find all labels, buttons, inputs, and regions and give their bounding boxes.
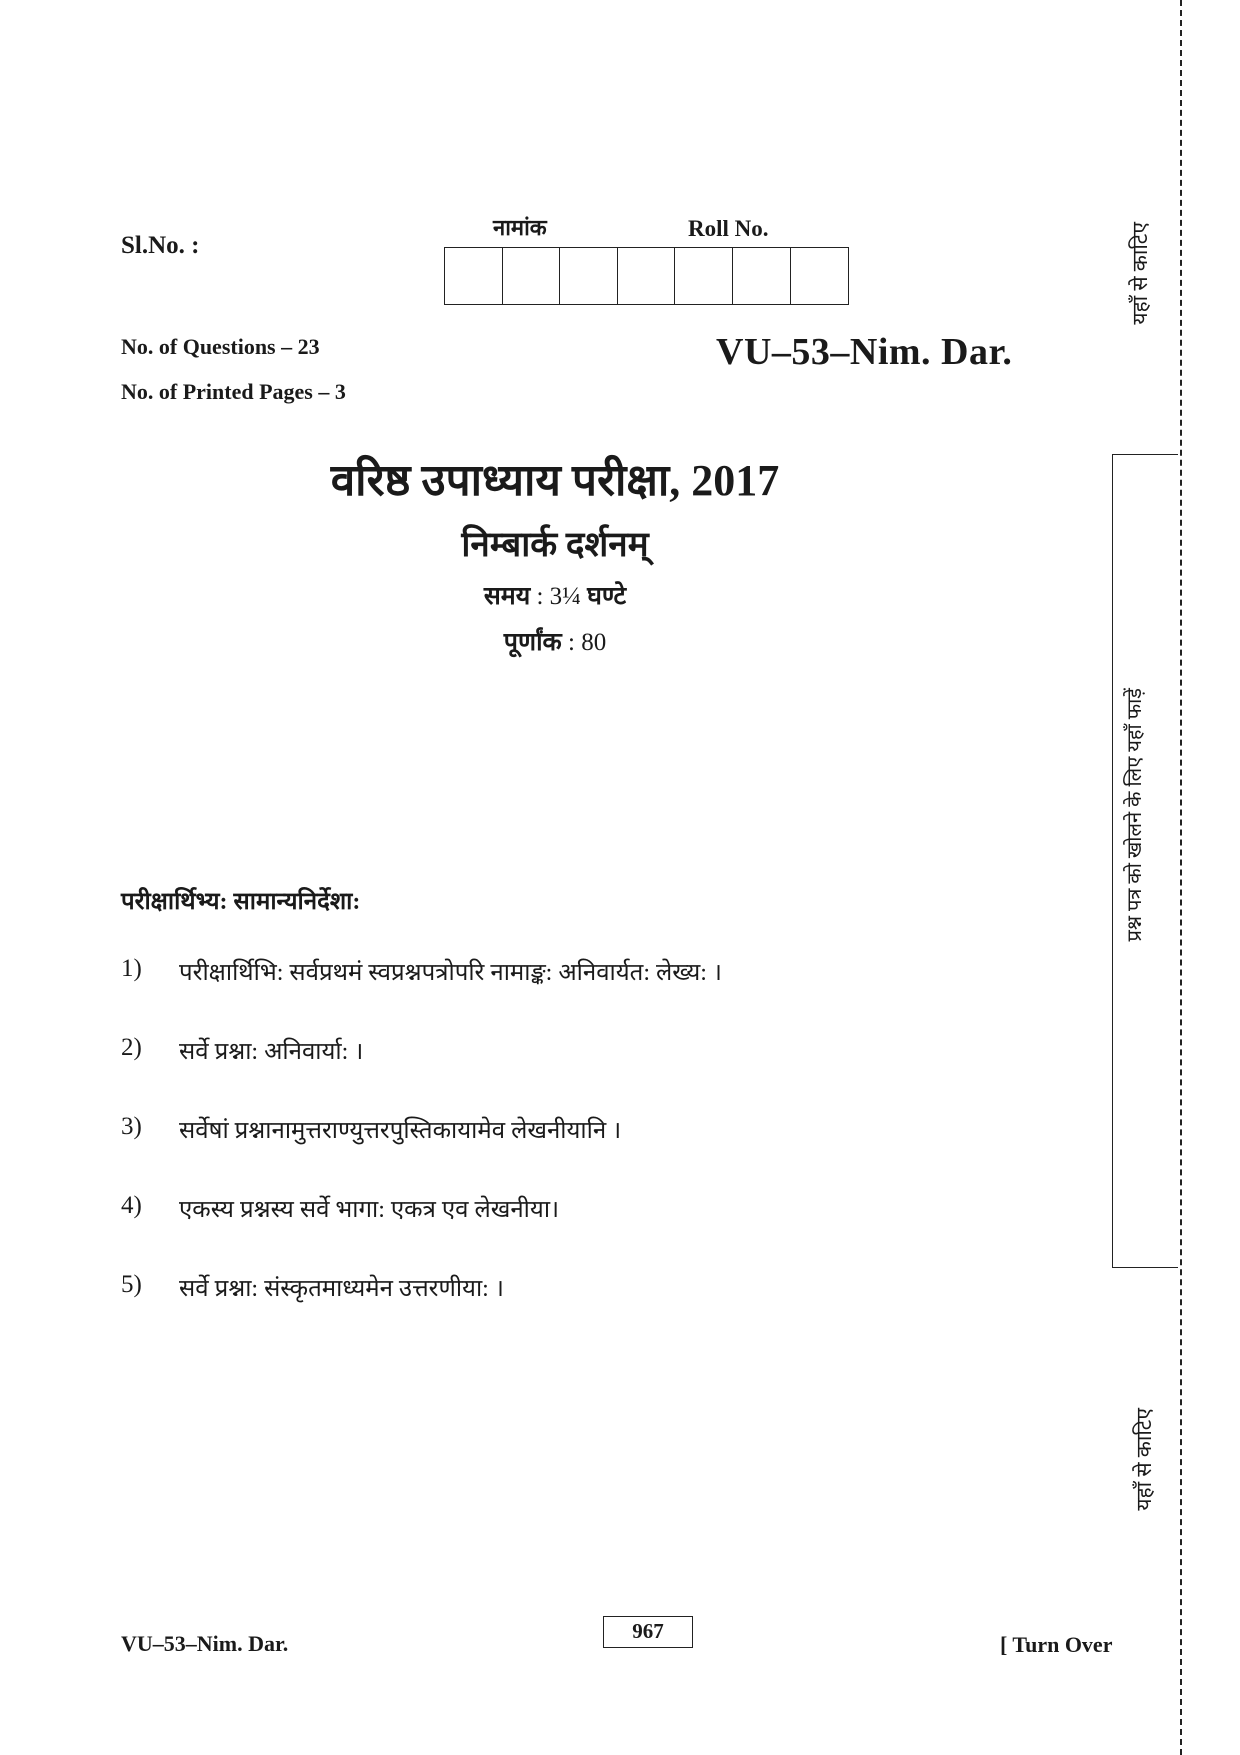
roll-number-box — [675, 248, 733, 304]
instruction-item — [121, 955, 722, 1034]
roll-number-box — [791, 248, 849, 304]
time-label: समय — [483, 583, 531, 610]
instruction-number: 2) — [121, 1034, 142, 1061]
marks-row — [0, 624, 1110, 658]
paper-code: VU–53–Nim. Dar. — [716, 331, 1013, 373]
time-row — [0, 578, 1110, 612]
instruction-item — [121, 1034, 722, 1113]
instruction-number: 5) — [121, 1271, 142, 1298]
cut-here-label-bottom: यहाँ से काटिए — [1132, 1408, 1156, 1511]
exam-title: वरिष्ठ उपाध्याय परीक्षा, 2017 — [330, 456, 780, 505]
number-of-questions: No. of Questions – 23 — [121, 334, 320, 359]
number-of-printed-pages: No. of Printed Pages – 3 — [121, 379, 346, 404]
subject-title: निम्बार्क दर्शनम् — [461, 525, 649, 564]
perforation-line — [1180, 0, 1182, 1755]
instruction-number: 1) — [121, 955, 142, 982]
roll-number-boxes — [444, 247, 849, 305]
instruction-item — [121, 1271, 722, 1350]
footer-page-number: 967 — [603, 1616, 693, 1648]
roll-number-box — [560, 248, 618, 304]
roll-number-box — [503, 248, 561, 304]
instruction-text: सर्वेषां प्रश्नानामुत्तराण्युत्तरपुस्तिकायामेव लेखनीयानि । — [179, 1118, 622, 1144]
footer-paper-code: VU–53–Nim. Dar. — [121, 1631, 289, 1656]
instruction-text: एकस्य प्रश्नस्य सर्वे भागा: एकत्र एव लेखनीया। — [179, 1197, 560, 1223]
marks-value: : 80 — [561, 629, 607, 656]
marks-label: पूर्णांक — [503, 629, 562, 656]
instructions-list — [121, 955, 722, 1350]
roll-number-box — [733, 248, 791, 304]
instruction-text: परीक्षार्थिभि: सर्वप्रथमं स्वप्रश्नपत्रोपरि नामाङ्क: अनिवार्यत: लेख्य: । — [179, 960, 723, 986]
time-unit: घण्टे — [587, 583, 627, 610]
instructions-heading: परीक्षार्थिभ्य: सामान्यनिर्देशा: — [121, 889, 361, 915]
namank-label: नामांक — [493, 215, 547, 240]
instruction-text: सर्वे प्रश्ना: अनिवार्या: । — [179, 1039, 364, 1065]
instruction-item — [121, 1192, 722, 1271]
instruction-number: 4) — [121, 1192, 142, 1219]
roll-number-label: Roll No. — [688, 216, 769, 241]
instruction-number: 3) — [121, 1113, 142, 1140]
serial-number-label: Sl.No. : — [121, 232, 200, 259]
roll-number-box — [618, 248, 676, 304]
cut-here-label-top: यहाँ से काटिए — [1128, 222, 1152, 325]
instruction-text: सर्वे प्रश्ना: संस्कृतमाध्यमेन उत्तरणीया: । — [179, 1276, 504, 1302]
time-value: : 3¼ — [530, 583, 588, 610]
turn-over-label: [ Turn Over — [1000, 1632, 1113, 1657]
roll-number-box — [445, 248, 503, 304]
instruction-item — [121, 1113, 722, 1192]
tear-here-label: प्रश्न पत्र को खोलने के लिए यहाँ फाड़ें — [1124, 688, 1146, 942]
